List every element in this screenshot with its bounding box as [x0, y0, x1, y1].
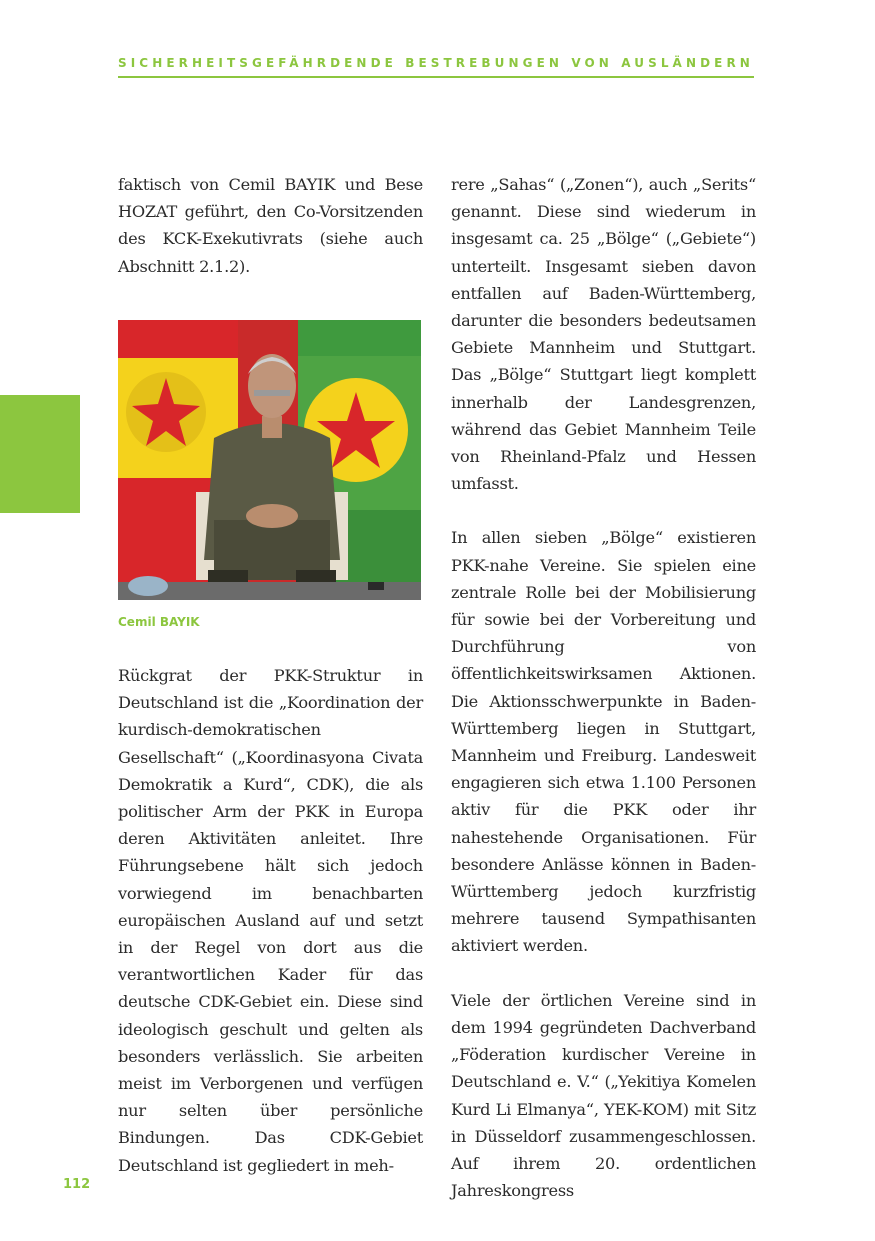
- portrait-photo: [118, 320, 421, 600]
- left-column-bottom: [118, 662, 423, 1179]
- right-paragraph-1: rere „Sahas“ („Zonen“), auch „Serits“ genannt. Diese sind wiederum in insgesamt ca. 25 „Bölge“ („Gebiete“) unterteilt. Insgesamt sieben davon entfallen auf Baden-Württemberg, darunter die besonders bedeutsamen Gebiete Mannheim und Stuttgart. Das „Bölge“ Stuttgart liegt komplett innerhalb der Landesgrenzen, während das Gebiet Mannheim Teile von Rheinland-Pfalz und Hessen umfasst.: [451, 175, 756, 494]
- left-paragraph-2: Rückgrat der PKK-Struktur in Deutschland ist die „Koordination der kurdisch-demokratischen Gesellschaft“ („Koordinasyona Civata Demokratik a Kurd“, CDK), die als politischer Arm der PKK in Europa deren Aktivitäten anleitet. Ihre Führungsebene hält sich jedoch vorwiegend im benachbarten europäischen Ausland auf und setzt in der Regel von dort aus die verantwortlichen Kader für das deutsche CDK-Gebiet ein. Diese sind ideologisch geschult und gelten als besonders verlässlich. Sie arbeiten meist im Verborgenen und verfügen nur selten über persönliche Bindungen. Das CDK-Gebiet Deutschland ist gegliedert in meh-: [118, 666, 423, 1175]
- photo-illustration: [118, 320, 421, 600]
- header-rule: [118, 76, 754, 78]
- person-hands: [246, 504, 298, 528]
- floor-object-left: [128, 576, 168, 596]
- person-moustache: [254, 390, 290, 396]
- flag-right-green-band: [298, 320, 421, 356]
- photo-caption: Cemil BAYIK: [118, 615, 200, 629]
- floor-object-right: [368, 582, 384, 590]
- person-face: [248, 354, 296, 418]
- left-column-top: [118, 171, 423, 280]
- person-neck: [262, 416, 282, 438]
- right-paragraph-3: Viele der örtlichen Vereine sind in dem 1994 gegründeten Dachverband „Föderation kurdischer Vereine in Deutschland e. V.“ („Yekitiya Komelen Kurd Li Elmanya“, YEK-KOM) mit Sitz in Düsseldorf zusammengeschlossen. Auf ihrem 20. ordentlichen Jahreskongress: [451, 990, 756, 1201]
- chapter-side-tab: [0, 395, 80, 513]
- right-paragraph-2: In allen sieben „Bölge“ existieren PKK-nahe Vereine. Sie spielen eine zentrale Rolle bei der Mobilisierung für sowie bei der Vorbereitung und Durchführung von öffentlichkeitswirksamen Aktionen. Die Aktionsschwerpunkte in Baden-Württemberg liegen in Stuttgart, Mannheim und Freiburg. Landesweit engagieren sich etwa 1.100 Personen aktiv für die PKK oder ihr nahestehende Organisationen. Für besondere Anlässe können in Baden-Württemberg jedoch kurzfristig mehrere tausend Sympathisanten aktiviert werden.: [451, 528, 756, 956]
- page-number: 112: [63, 1177, 91, 1192]
- right-column: [451, 171, 756, 1204]
- running-header: SICHERHEITSGEFÄHRDENDE BESTREBUNGEN VON AUSLÄNDERN: [118, 56, 754, 70]
- left-paragraph-1: faktisch von Cemil BAYIK und Bese HOZAT geführt, den Co-Vorsitzenden des KCK-Exekutivrats (siehe auch Abschnitt 2.1.2).: [118, 175, 423, 276]
- flag-left-red-band: [118, 320, 238, 358]
